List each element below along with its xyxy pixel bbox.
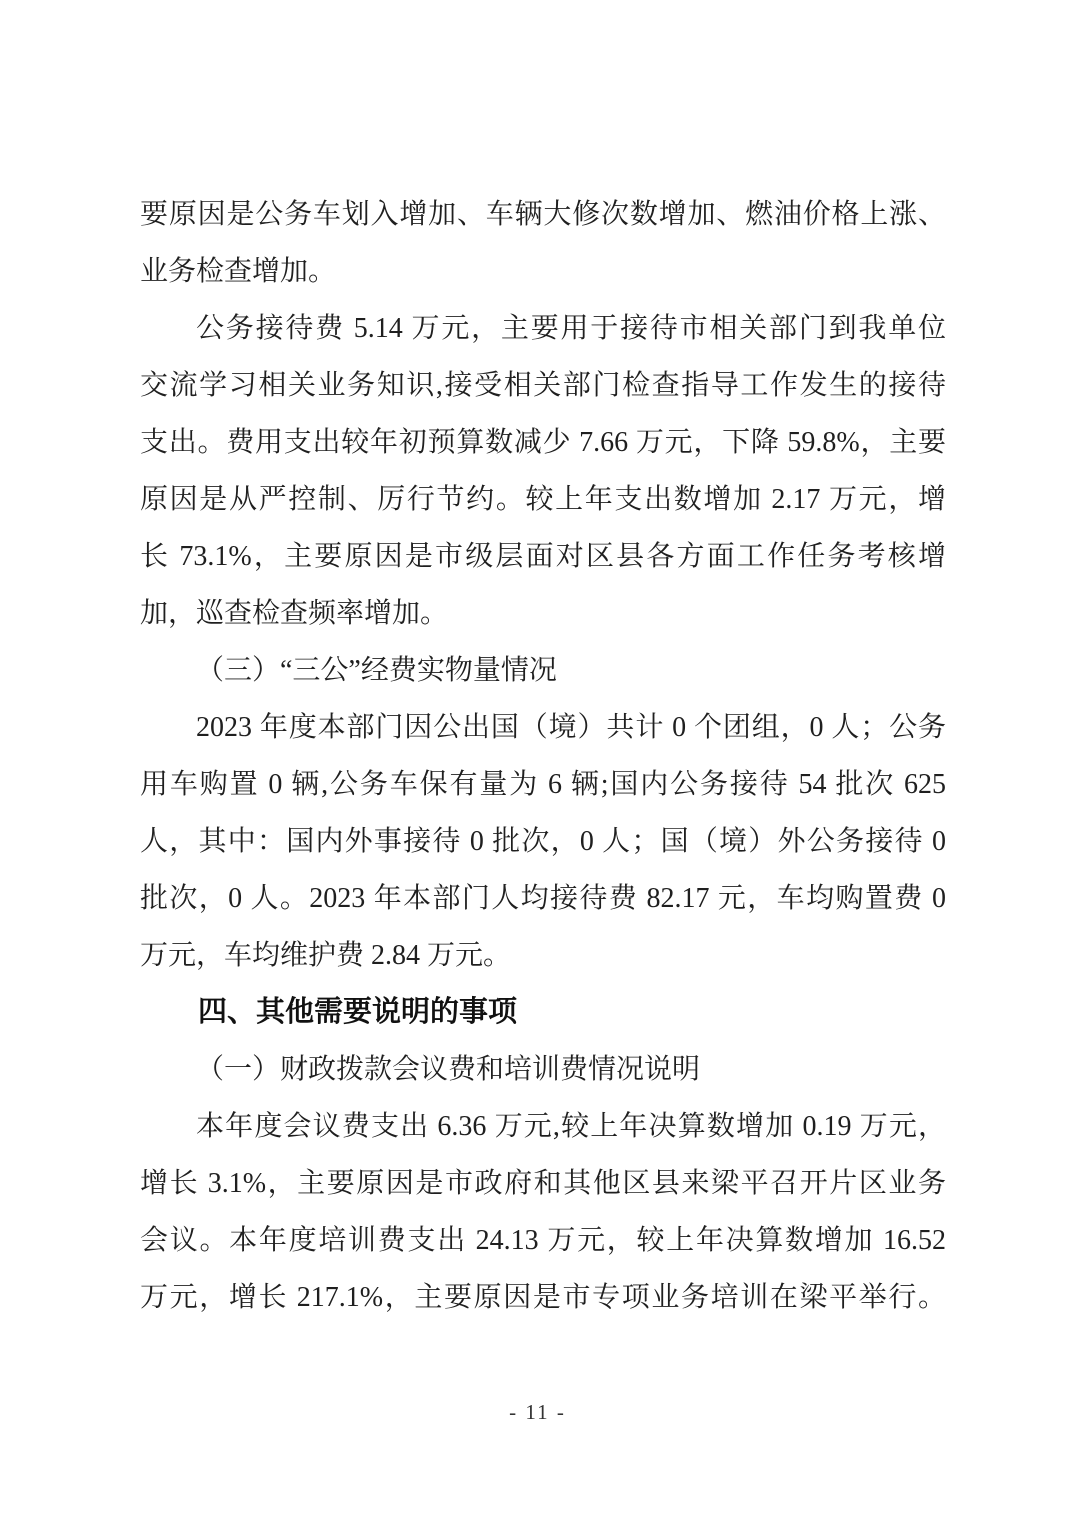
body-text-line: 本年度会议费支出 6.36 万元,较上年决算数增加 0.19 万元， [196, 1111, 946, 1142]
page-number: - 11 - [509, 1400, 566, 1424]
body-text-line: 批次，0 人。2023 年本部门人均接待费 82.17 元，车均购置费 0 [140, 883, 946, 914]
body-text-line: 万元，车均维护费 2.84 万元。 [140, 940, 512, 971]
body-text-line: 支出。费用支出较年初预算数减少 7.66 万元，下降 59.8%，主要 [140, 427, 946, 458]
document-body [140, 186, 946, 1326]
body-text-line: 长 73.1%，主要原因是市级层面对区县各方面工作任务考核增 [140, 541, 946, 572]
body-text-line: 人，其中：国内外事接待 0 批次，0 人；国（境）外公务接待 0 [140, 826, 946, 857]
body-text-line: 原因是从严控制、厉行节约。较上年支出数增加 2.17 万元，增 [140, 484, 946, 515]
body-text-line: 加，巡查检查频率增加。 [140, 598, 449, 629]
body-text-line: 会议。本年度培训费支出 24.13 万元，较上年决算数增加 16.52 [140, 1225, 946, 1256]
body-text-line: 要原因是公务车划入增加、车辆大修次数增加、燃油价格上涨、 [140, 199, 946, 230]
body-text-line: 用车购置 0 辆,公务车保有量为 6 辆;国内公务接待 54 批次 625 [140, 769, 946, 800]
body-text-line: 业务检查增加。 [140, 256, 337, 287]
body-text-line: 2023 年度本部门因公出国（境）共计 0 个团组，0 人；公务 [196, 712, 946, 743]
body-text-line: 交流学习相关业务知识,接受相关部门检查指导工作发生的接待 [140, 370, 946, 401]
body-text-line: 公务接待费 5.14 万元，主要用于接待市相关部门到我单位 [196, 313, 946, 344]
subsection-heading-three-public: （三）“三公”经费实物量情况 [196, 655, 557, 686]
body-text-line: 增长 3.1%，主要原因是市政府和其他区县来梁平召开片区业务 [140, 1168, 946, 1199]
body-text-line: 万元，增长 217.1%，主要原因是市专项业务培训在梁平举行。 [140, 1282, 946, 1313]
subsection-heading-one: （一）财政拨款会议费和培训费情况说明 [196, 1054, 701, 1085]
section-heading-four: 四、其他需要说明的事项 [198, 996, 518, 1028]
